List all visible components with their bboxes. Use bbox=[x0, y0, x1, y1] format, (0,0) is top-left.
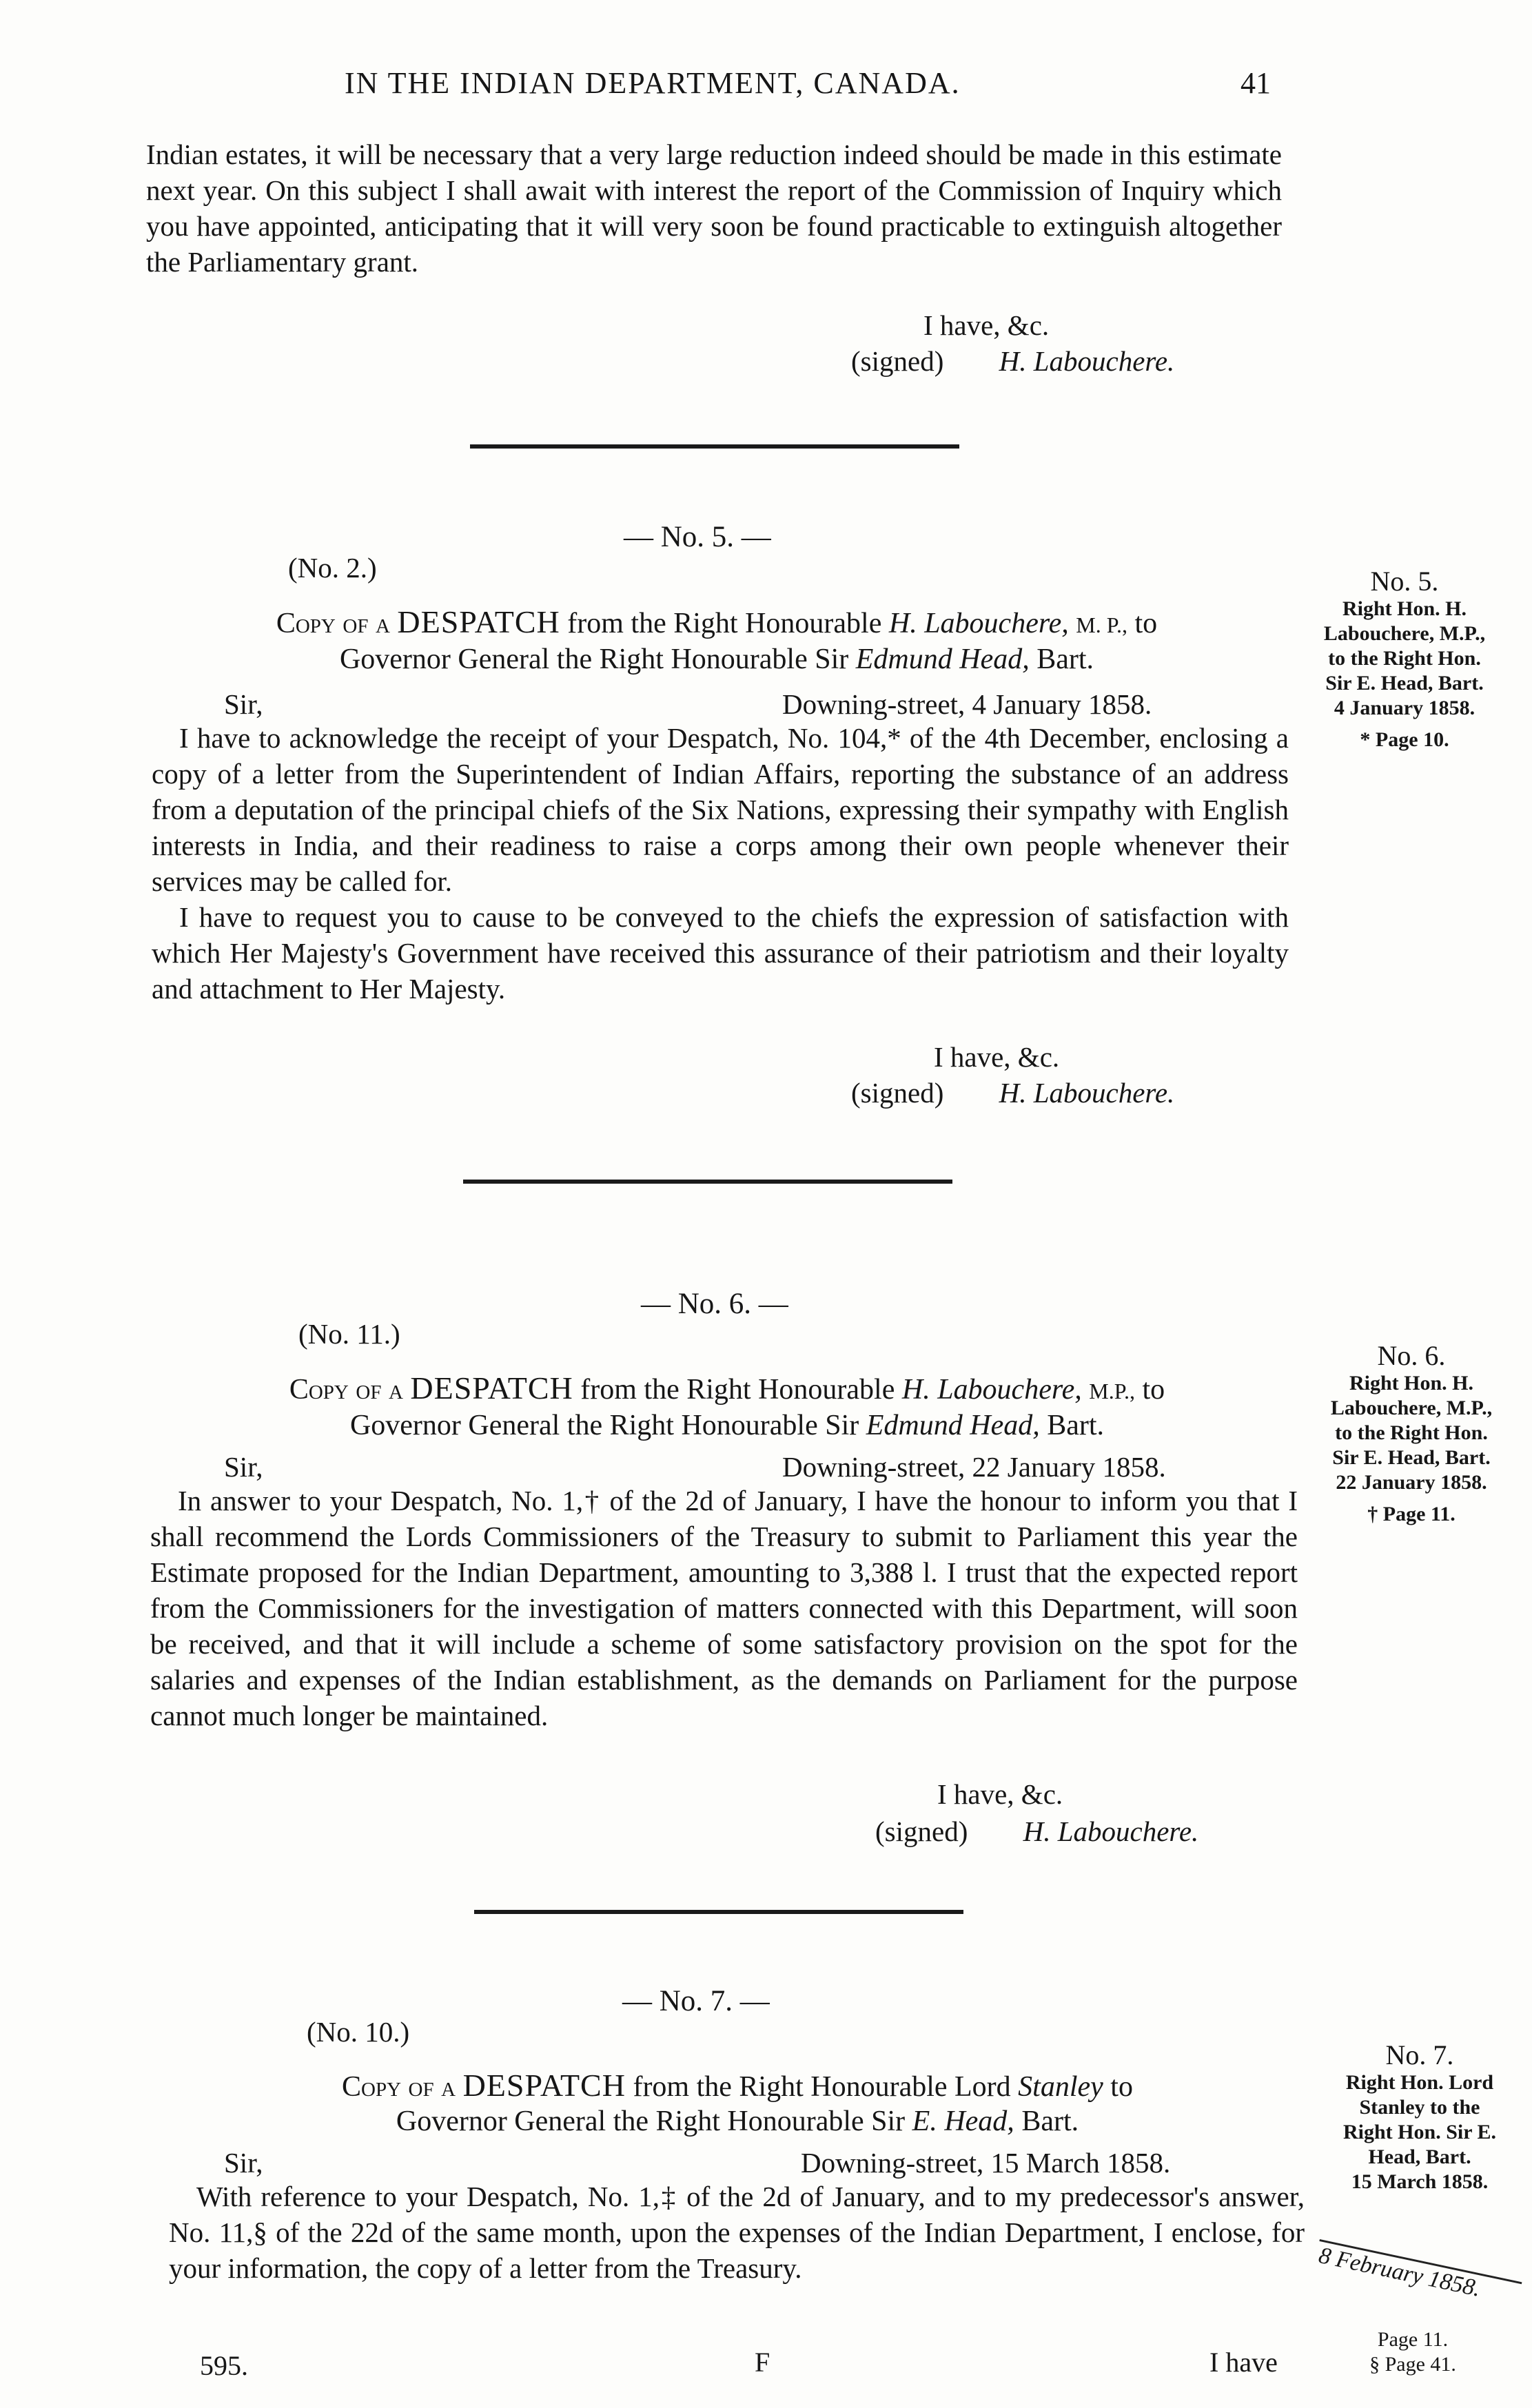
margin-number: No. 5. bbox=[1370, 566, 1439, 597]
sender-name: Stanley bbox=[1018, 2071, 1103, 2103]
margin-note-no6 bbox=[1308, 1340, 1515, 1527]
despatch-number: (No. 11.) bbox=[298, 1318, 400, 1350]
despatch-word: DESPATCH bbox=[410, 1370, 573, 1406]
margin-line: to the Right Hon. bbox=[1335, 1421, 1488, 1444]
to-label: to bbox=[1110, 2071, 1133, 2103]
page-reference: § Page 41. bbox=[1369, 2353, 1456, 2376]
recipient-name: Edmund Head, bbox=[866, 1410, 1040, 1441]
recipient-label: Governor General the Right Honourable Sir bbox=[396, 2106, 906, 2137]
sender-name: H. Labouchere, bbox=[901, 1374, 1082, 1406]
despatch-body bbox=[169, 2179, 1305, 2286]
signature-mark: 595. bbox=[200, 2350, 248, 2381]
recipient-label: Governor General the Right Honourable Sir bbox=[339, 644, 849, 675]
margin-note-no5 bbox=[1301, 566, 1508, 752]
salutation: Sir, bbox=[224, 688, 263, 720]
despatch-word: DESPATCH bbox=[397, 604, 560, 639]
intro-signature bbox=[851, 344, 1174, 378]
margin-line: Head, Bart. bbox=[1368, 2145, 1471, 2168]
closing: I have, &c. bbox=[934, 1041, 1060, 1073]
signature bbox=[875, 1815, 1198, 1848]
margin-page-references bbox=[1337, 2327, 1489, 2377]
margin-line: Labouchere, M.P., bbox=[1330, 1397, 1493, 1419]
margin-number: No. 6. bbox=[1377, 1340, 1446, 1371]
page-reference: Page 11. bbox=[1377, 2328, 1449, 2351]
section-divider bbox=[474, 1910, 963, 1914]
despatch-title bbox=[179, 2068, 1296, 2139]
signed-label: (signed) bbox=[851, 1077, 944, 1109]
margin-line: Labouchere, M.P., bbox=[1323, 622, 1486, 645]
margin-line: 4 January 1858. bbox=[1334, 697, 1475, 719]
recipient-title: Bart. bbox=[1021, 2106, 1079, 2137]
body-paragraph: I have to request you to cause to be conveyed to the chiefs the expression of satisfaction with which Her Majesty's Government have received this assurance of their patriotism and their loyalty and attachment to Her Majesty. bbox=[152, 901, 1289, 1005]
section-divider bbox=[470, 444, 959, 449]
closing: I have, &c. bbox=[937, 1778, 1063, 1810]
handwritten-date: 8 February 1858. bbox=[1316, 2243, 1483, 2302]
signer-name: H. Labouchere. bbox=[999, 1077, 1175, 1109]
recipient-name: E. Head, bbox=[912, 2106, 1014, 2137]
page-reference: * Page 10. bbox=[1360, 728, 1449, 751]
page-reference: † Page 11. bbox=[1367, 1503, 1456, 1525]
place-date: Downing-street, 22 January 1858. bbox=[782, 1451, 1166, 1483]
signer-name: H. Labouchere. bbox=[1023, 1815, 1199, 1847]
margin-number: No. 7. bbox=[1385, 2039, 1454, 2070]
section-heading-no6: — No. 6. — bbox=[641, 1288, 788, 1320]
margin-note-no7 bbox=[1309, 2039, 1530, 2194]
section-divider bbox=[463, 1180, 952, 1184]
recipient-name: Edmund Head, bbox=[855, 644, 1030, 675]
margin-line: Right Hon. Lord bbox=[1345, 2071, 1494, 2094]
intro-text: Indian estates, it will be necessary that a very large reduction indeed should be made in this estimate next year. On this subject I shall await with interest the report of the Commission of Inquiry which you have appointed, anticipating that it will very soon be found practicable to extinguish altogether the Parliamentary grant. bbox=[146, 138, 1282, 278]
margin-line: Sir E. Head, Bart. bbox=[1332, 1446, 1491, 1469]
despatch-title bbox=[169, 1371, 1285, 1443]
margin-line: Sir E. Head, Bart. bbox=[1325, 672, 1484, 694]
body-paragraph: In answer to your Despatch, No. 1,† of the 2d of January, I have the honour to inform you that I shall recommend the Lords Commissioners of the Treasury to submit to Parliament this year the Estimate proposed for the Indian Department, amounting to 3,388 l. I trust that the expected report from the Commissioners for the investigation of matters connected with this Department, will soon be received, and that it will include a scheme of some satisfactory provision on the spot for the salaries and expenses of the Indian establishment, as the demands on Parliament for the purpose cannot much longer be maintained. bbox=[150, 1485, 1298, 1731]
signature bbox=[851, 1076, 1174, 1109]
margin-line: 22 January 1858. bbox=[1336, 1471, 1487, 1494]
despatch-number: (No. 10.) bbox=[307, 2016, 410, 2048]
signed-label: (signed) bbox=[851, 345, 944, 377]
despatch-word: DESPATCH bbox=[462, 2068, 626, 2103]
from-label: from the Right Honourable bbox=[567, 608, 882, 639]
margin-line: Right Hon. H. bbox=[1349, 1372, 1474, 1395]
place-date: Downing-street, 4 January 1858. bbox=[782, 688, 1152, 720]
salutation: Sir, bbox=[224, 2147, 263, 2179]
copy-of-label: Copy of a bbox=[289, 1374, 403, 1406]
margin-line: 15 March 1858. bbox=[1351, 2170, 1489, 2193]
catchword: I have bbox=[1209, 2347, 1278, 2378]
despatch-number: (No. 2.) bbox=[288, 552, 377, 584]
body-paragraph: With reference to your Despatch, No. 1,‡ of the 2d of January, and to my predecessor's answer, No. 11,§ of the 22d of the same month, upon the expenses of the Indian Department, I enclose, for your information, the copy of a letter from the Treasury. bbox=[169, 2181, 1305, 2284]
recipient-title: Bart. bbox=[1047, 1410, 1105, 1441]
gathering-mark: F bbox=[755, 2347, 770, 2378]
margin-line: to the Right Hon. bbox=[1328, 647, 1481, 670]
despatch-title bbox=[159, 605, 1275, 677]
from-label: from the Right Honourable Lord bbox=[633, 2071, 1011, 2103]
from-label: from the Right Honourable bbox=[580, 1374, 895, 1406]
section-heading-no7: — No. 7. — bbox=[622, 1985, 770, 2017]
recipient-title: Bart. bbox=[1036, 644, 1094, 675]
sender-name: H. Labouchere, bbox=[888, 608, 1069, 639]
copy-of-label: Copy of a bbox=[342, 2071, 456, 2103]
intro-paragraph bbox=[146, 136, 1282, 280]
to-label: to bbox=[1142, 1374, 1165, 1406]
sender-title: M. P., bbox=[1076, 613, 1127, 637]
copy-of-label: Copy of a bbox=[276, 608, 390, 639]
margin-line: Right Hon. Sir E. bbox=[1343, 2121, 1496, 2143]
despatch-body bbox=[152, 720, 1289, 1007]
margin-line: Right Hon. H. bbox=[1342, 597, 1467, 620]
sender-title: M.P., bbox=[1089, 1379, 1135, 1403]
signed-label: (signed) bbox=[875, 1815, 968, 1847]
place-date: Downing-street, 15 March 1858. bbox=[801, 2147, 1171, 2179]
body-paragraph: I have to acknowledge the receipt of your Despatch, No. 104,* of the 4th December, enclosing a copy of a letter from the Superintendent of Indian Affairs, reporting the substance of an address from a deputation of the principal chiefs of the Six Nations, expressing their sympathy with English interests in India, and their readiness to raise a corps among their own people whenever their services may be called for. bbox=[152, 722, 1289, 897]
despatch-body bbox=[150, 1483, 1298, 1733]
signer-name: H. Labouchere. bbox=[999, 345, 1175, 377]
section-heading-no5: — No. 5. — bbox=[624, 521, 771, 553]
margin-line: Stanley to the bbox=[1359, 2096, 1480, 2119]
page-number: 41 bbox=[1240, 66, 1271, 100]
recipient-label: Governor General the Right Honourable Sir bbox=[349, 1410, 859, 1441]
salutation: Sir, bbox=[224, 1451, 263, 1483]
running-header: IN THE INDIAN DEPARTMENT, CANADA. bbox=[345, 66, 961, 100]
intro-closing: I have, &c. bbox=[923, 309, 1050, 341]
to-label: to bbox=[1134, 608, 1158, 639]
